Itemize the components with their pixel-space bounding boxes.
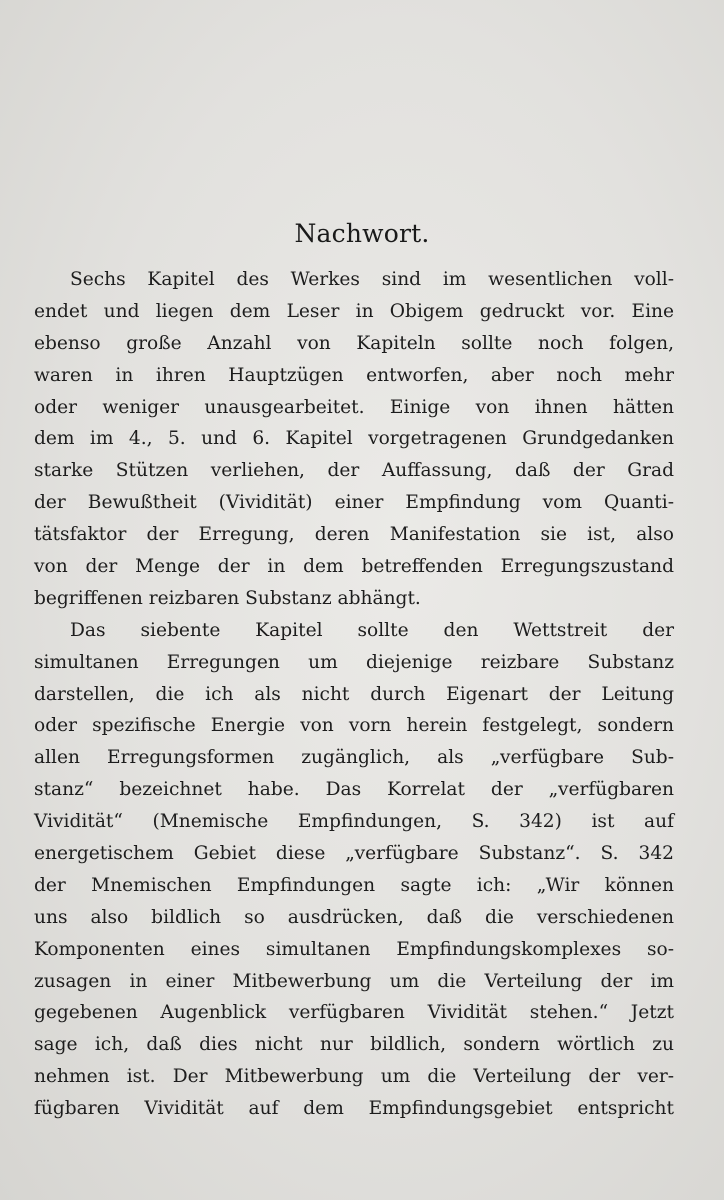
text-line: nehmen ist. Der Mitbewerbung um die Verteilung der ver- xyxy=(34,1066,674,1088)
text-line: von der Menge der in dem betreffenden Erregungszustand xyxy=(34,556,674,578)
text-line: endet und liegen dem Leser in Obigem gedruckt vor. Eine xyxy=(34,300,674,322)
text-line: darstellen, die ich als nicht durch Eigenart der Leitung xyxy=(34,683,674,705)
text-line: Komponenten eines simultanen Empfindungskomplexes so- xyxy=(34,938,674,960)
text-line: gegebenen Augenblick verfügbaren Vividität stehen.“ Jetzt xyxy=(34,1002,674,1024)
text-line: waren in ihren Hauptzügen entworfen, aber noch mehr xyxy=(34,364,674,386)
text-line: energetischem Gebiet diese „verfügbare Substanz“. S. 342 xyxy=(34,843,674,865)
body-text xyxy=(34,264,674,1125)
text-line: oder spezifische Energie von vorn herein festgelegt, sondern xyxy=(34,715,674,737)
text-line: zusagen in einer Mitbewerbung um die Verteilung der im xyxy=(34,970,674,992)
text-line: uns also bildlich so ausdrücken, daß die verschiedenen xyxy=(34,906,674,928)
text-line: fügbaren Vividität auf dem Empfindungsgebiet entspricht xyxy=(34,1098,674,1120)
text-line: ebenso große Anzahl von Kapiteln sollte noch folgen, xyxy=(34,332,674,354)
text-line: der Bewußtheit (Vividität) einer Empfindung vom Quanti- xyxy=(34,492,674,514)
text-line: begriffenen reizbaren Substanz abhängt. xyxy=(34,587,421,609)
text-line: dem im 4., 5. und 6. Kapitel vorgetragenen Grundgedanken xyxy=(34,428,674,450)
text-line: oder weniger unausgearbeitet. Einige von ihnen hätten xyxy=(34,396,674,418)
text-line: tätsfaktor der Erregung, deren Manifestation sie ist, also xyxy=(34,524,674,546)
text-line: Vividität“ (Mnemische Empfindungen, S. 342) ist auf xyxy=(34,811,674,833)
text-line: starke Stützen verliehen, der Auffassung, daß der Grad xyxy=(34,460,674,482)
text-line: simultanen Erregungen um diejenige reizbare Substanz xyxy=(34,651,674,673)
text-line: Das siebente Kapitel sollte den Wettstreit der xyxy=(70,619,674,641)
text-line: allen Erregungsformen zugänglich, als „verfügbare Sub- xyxy=(34,747,674,769)
text-line: sage ich, daß dies nicht nur bildlich, sondern wörtlich zu xyxy=(34,1034,674,1056)
page-title: Nachwort. xyxy=(294,219,430,248)
text-line: Sechs Kapitel des Werkes sind im wesentlichen voll- xyxy=(70,269,674,290)
text-line: der Mnemischen Empfindungen sagte ich: „Wir können xyxy=(34,874,674,896)
text-line: stanz“ bezeichnet habe. Das Korrelat der „verfügbaren xyxy=(34,779,674,801)
